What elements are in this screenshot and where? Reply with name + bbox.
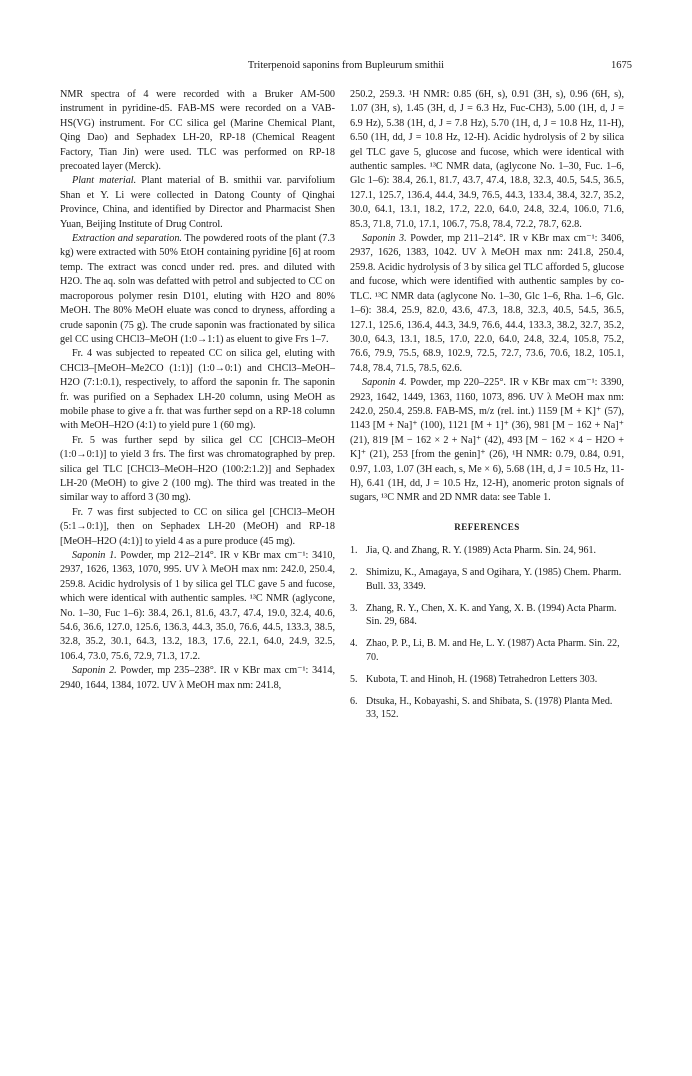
reference-item (350, 637, 624, 665)
saponin-2-text: Powder, mp 235–238°. IR ν KBr max cm⁻¹: 3414, 2940, 1644, 1384, 1072. UV λ MeOH max nm: 241.8, (60, 665, 335, 691)
paragraph-extraction (60, 232, 335, 347)
section-head-saponin-3: Saponin 3. (362, 233, 407, 245)
section-head-saponin-2: Saponin 2. (72, 665, 117, 677)
reference-text: Jia, Q. and Zhang, R. Y. (1989) Acta Pharm. Sin. 24, 961. (366, 545, 596, 557)
running-head: Triterpenoid saponins from Bupleurum smithii (247, 60, 445, 71)
left-column (60, 88, 335, 693)
reference-text: Zhang, R. Y., Chen, X. K. and Yang, X. B. (1994) Acta Pharm. Sin. 29, 684. (366, 602, 617, 628)
references-heading: REFERENCES (454, 521, 520, 532)
paragraph-saponin-2-cont: 250.2, 259.3. ¹H NMR: 0.85 (6H, s), 0.91 (3H, s), 0.96 (6H, s), 1.07 (3H, s), 1.45 (3H, d, J = 6.3 Hz, Fuc-CH3), 5.00 (1H, d, J = 6.9 Hz), 5.38 (1H, d, J = 7.8 Hz), 5.70 (1H, d, J = 10.8 Hz, 11-H), 6.50 (1H, dd, J = 10.8 Hz, 12-H). Acidic hydrolysis of 2 by silica gel TLC gave 5, glucose and fucose, which were identical with authentic samples. ¹³C NMR data, (aglycone No. 1–30, Fuc. 1–6, Glc 1–6): 38.4, 26.1, 81.7, 43.7, 47.4, 18.8, 32.3, 40.5, 54.5, 36.5, 127.1, 125.7, 136.4, 44.4, 34.9, 76.5, 44.3, 133.4, 38.4, 32.7, 35.2, 30.0, 64.1, 13.1, 18.2, 17.2, 22.0, 64.0, 24.8, 32.4, 106.0, 71.6, 85.3, 71.8, 71.0, 17.1, 106.7, 75.8, 78.4, 72.2, 78.7, 62.8. (350, 89, 624, 230)
saponin-3-text: Powder, mp 211–214°. IR ν KBr max cm⁻¹: 3406, 2937, 1626, 1383, 1042. UV λ MeOH max nm: 241.8, 250.4, 259.8. Acidic hydrolysis of 3 by silica gel TLC afforded 5, glucose and fucose, which were identified with authentic samples by co-TLC. ¹³C NMR data (aglycone No. 1–30, Glc 1–6, Rha. 1–6, Glc. 1–6): 38.4, 25.9, 82.0, 43.6, 47.3, 18.8, 32.3, 40.5, 54.5, 36.5, 127.1, 125.6, 136.4, 44.3, 34.9, 76.6, 44.4, 133.3, 38.2, 32.7, 35.2, 30.0, 64.3, 13.1, 18.5, 17.0, 22.0, 64.0, 24.8, 32.4, 105.8, 75.2, 76.6, 79.9, 75.5, 68.9, 102.9, 72.5, 72.7, 73.6, 70.6, 18.2, 105.1, 74.8, 78.4, 71.5, 78.5, 62.6. (350, 233, 624, 374)
reference-item (350, 673, 624, 687)
extraction-text: The powdered roots of the plant (7.3 kg) were extracted with 50% EtOH containing pyridine [6] at room temp. The extract was concd under red. pres. and diluted with H2O. The aq. soln was defatted with petrol and subjected to CC on macroporous polymer resin D101, eluting with H2O and 80% MeOH. The 80% MeOH eluate was concd to dryness, affording a crude saponin (75 g). The crude saponin was fractionated by silica gel CC using CHCl3–MeOH (1:0→1:1) as eluent to give Frs 1–7. (60, 233, 335, 345)
section-head-saponin-4: Saponin 4. (362, 377, 407, 389)
section-head-plant-material: Plant material. (72, 175, 137, 187)
saponin-4-text: Powder, mp 220–225°. IR ν KBr max cm⁻¹: 3390, 2923, 1642, 1449, 1363, 1160, 1073, 896. UV λ MeOH max nm: 242.0, 250.4, 259.8. FAB-MS, m/z (rel. int.) 1159 [M + K]⁺ (57), 1143 [M + Na]⁺ (100), 1121 [M + 1]⁺ (36), 981 [M − 162 + Na]⁺ (21), 819 [M − 162 × 2 + Na]⁺ (42), 493 [M − 162 × 4 − H2O + K]⁺ (21), 253 [from the genin]⁺ (26), ¹H NMR: 0.79, 0.84, 0.91, 0.97, 1.03, 1.07 (3H each, s, Me × 6), 5.68 (1H, d, J = 10.5 Hz, 11-H), 6.41 (1H, dd, J = 10.5 Hz, 12-H), anomeric proton signals of sugars, ¹³C NMR and 2D NMR data: see Table 1. (350, 377, 624, 504)
paragraph-saponin-2 (60, 664, 335, 693)
paragraph-fraction-7: Fr. 7 was first subjected to CC on silica gel [CHCl3–MeOH (5:1→0:1)], then on Sephadex LH-20 (MeOH) and RP-18 [MeOH–H2O (4:1)] to yield 4 as a pure produce (45 mg). (60, 506, 335, 547)
reference-number: 1. (350, 545, 358, 557)
reference-item (350, 602, 624, 630)
paragraph-saponin-4 (350, 376, 624, 506)
paragraph-fraction-5: Fr. 5 was further sepd by silica gel CC [CHCl3–MeOH (1:0→0:1)] to yield 3 frs. The first was chromatographed by prep. silica gel TLC [CHCl3–MeOH–H2O (100:2:1.2)] and Sephadex LH-20 (MeOH) to give 2 (100 mg). The third was treated in the similar way to afford 3 (30 mg). (60, 434, 335, 504)
section-head-saponin-1: Saponin 1. (72, 550, 117, 561)
paragraph-plant-material (60, 174, 335, 232)
reference-text: Zhao, P. P., Li, B. M. and He, L. Y. (1987) Acta Pharm. Sin. 22, 70. (366, 638, 620, 663)
saponin-1-text: Powder, mp 212–214°. IR ν KBr max cm⁻¹: 3410, 2937, 1626, 1363, 1070, 995. UV λ MeOH max nm: 242.0, 250.4, 259.8. Acidic hydrolysis of 1 by silica gel TLC gave 5 and fucose, which were identical with authentic samples. ¹³C NMR (aglycone, No. 1–30, Fuc 1–6): 38.4, 26.1, 81.6, 43.7, 47.4, 19.0, 32.4, 40.6, 54.6, 36.6, 127.0, 125.6, 136.3, 44.3, 35.0, 76.6, 44.5, 133.3, 38.5, 32.8, 35.2, 30.1, 64.3, 13.2, 18.3, 17.6, 22.1, 64.0, 24.9, 32.5, 106.4, 73.0, 75.6, 72.9, 71.3, 17.2. (60, 550, 335, 662)
reference-item (350, 544, 624, 558)
reference-item (350, 566, 624, 594)
paragraph-saponin-3 (350, 232, 624, 376)
page-number: 1675 (611, 60, 632, 71)
reference-text: Dtsuka, H., Kobayashi, S. and Shibata, S. (1978) Planta Med. 33, 152. (366, 695, 613, 721)
reference-number: 2. (350, 566, 358, 578)
right-column (350, 88, 624, 730)
page-header (60, 60, 632, 76)
reference-number: 4. (350, 638, 358, 650)
reference-text: Kubota, T. and Hinoh, H. (1968) Tetrahedron Letters 303. (366, 673, 598, 685)
reference-number: 3. (350, 602, 358, 614)
paragraph-saponin-1 (60, 549, 335, 664)
plant-material-text: Plant material of B. smithii var. parvifolium Shan et Y. Li were collected in Datong County of Qinghai Province, China, and identified by Director and Pharmacist Shen Yuan, Beijing Institute of Drug Control. (60, 175, 335, 230)
reference-number: 5. (350, 673, 358, 685)
reference-text: Shimizu, K., Amagaya, S and Ogihara, Y. (1985) Chem. Pharm. Bull. 33, 3349. (366, 566, 622, 592)
paragraph-nmr-instruments: NMR spectra of 4 were recorded with a Bruker AM-500 instrument in pyridine-d5. FAB-MS were recorded on a VAB-HS(VG) instrument. For CC silica gel (Marine Chemical Plant, Qing Dao) and Sephadex LH-20, RP-18 (Chemical Reagent Factory, Tian Jin) were used. TLC was performed on RP-18 precoated layer (Merck). (60, 89, 335, 173)
paragraph-fraction-4: Fr. 4 was subjected to repeated CC on silica gel, eluting with CHCl3–[MeOH–Me2CO (1:1)] (1:0→0:1) and CHCl3–MeOH–H2O (7:1:0.1), respectively, to afford the saponin fr. The saponin fr. was purified on a Sephadex LH-20 column, using MeOH as mobile phase to give a fr. that was further sepd on a RP-18 column with MeOH–H2O (4:1) to yield pure 1 (60 mg). (60, 348, 335, 432)
references-list (350, 544, 624, 722)
section-head-extraction: Extraction and separation. (72, 233, 182, 245)
reference-item (350, 695, 624, 723)
reference-number: 6. (350, 695, 358, 707)
